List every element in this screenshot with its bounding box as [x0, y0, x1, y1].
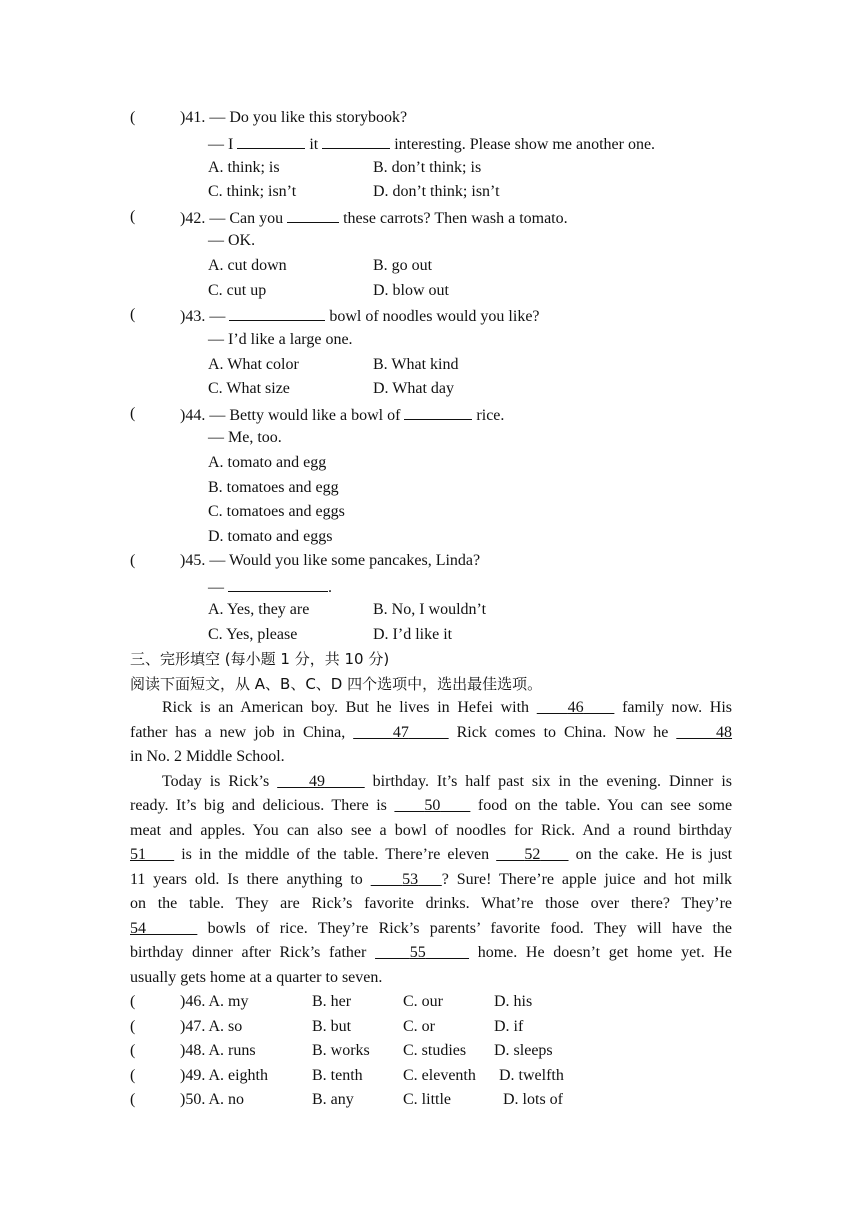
option-d: D. don’t think; isn’t: [373, 183, 500, 200]
option-a: A. eighth: [208, 1067, 268, 1084]
passage-line: meat and apples. You can also see a bowl of noodles for Rick. And a round birthday: [130, 822, 732, 839]
option-d: D. tomato and eggs: [208, 528, 333, 545]
option-c: C. think; isn’t: [208, 183, 297, 200]
answer-blank: [237, 133, 305, 149]
option-a: A. tomato and egg: [208, 454, 327, 471]
answer-paren: (: [130, 1042, 136, 1059]
option-b: B. her: [312, 993, 352, 1010]
cloze-blank-51: 51: [130, 846, 146, 863]
option-b: B. any: [312, 1091, 354, 1108]
option-d: D. lots of: [503, 1091, 563, 1108]
answer-paren: (: [130, 405, 136, 422]
option-a: A. What color: [208, 356, 299, 373]
section-heading: 三、完形填空 (每小题 1 分，共 10 分): [130, 650, 390, 668]
cloze-blank-53: 53: [402, 871, 419, 888]
cloze-blank-48: 48: [716, 724, 733, 741]
question-stem: )44. — Betty would like a bowl of rice.: [180, 404, 504, 426]
cloze-blank-50: 50: [424, 797, 441, 814]
option-b: B. tomatoes and egg: [208, 479, 339, 496]
option-d: D. sleeps: [494, 1042, 553, 1059]
option-c: C. tomatoes and eggs: [208, 503, 345, 520]
answer-paren: (: [130, 1091, 136, 1108]
answer-blank: [228, 576, 328, 592]
option-d: D. his: [494, 993, 533, 1010]
passage-line: 54 bowls of rice. They’re Rick’s parents’ favorite food. They will have the: [130, 920, 733, 937]
option-b: B. don’t think; is: [373, 159, 482, 176]
cloze-blank-49: 49: [308, 773, 325, 790]
passage-line: in No. 2 Middle School.: [130, 748, 285, 765]
passage-line: usually gets home at a quarter to seven.: [130, 969, 383, 986]
cloze-blank-46: 46: [567, 699, 584, 716]
option-b: B. tenth: [312, 1067, 363, 1084]
answer-paren: (: [130, 208, 136, 225]
section-instruction: 阅读下面短文，从 A、B、C、D 四个选项中，选出最佳选项。: [130, 675, 543, 693]
option-d: D. if: [494, 1018, 524, 1035]
question-stem: )43. — bowl of noodles would you like?: [180, 305, 540, 327]
passage-line: on the table. They are Rick’s favorite drinks. What’re those over there? They’re: [130, 895, 732, 912]
option-c: C. eleventh: [403, 1067, 476, 1084]
answer-paren: (: [130, 109, 136, 126]
answer-blank: [404, 404, 472, 420]
option-a: A. my: [208, 993, 249, 1010]
cloze-blank-47: 47: [392, 724, 409, 741]
question-stem: )42. — Can you these carrots? Then wash a tomato.: [180, 207, 568, 229]
answer-blank: [287, 207, 339, 223]
answer-blank: [229, 305, 325, 321]
answer-paren: (: [130, 1018, 136, 1035]
passage-line: birthday dinner after Rick’s father 55 home. He doesn’t get home yet. He: [130, 944, 733, 961]
cloze-blank-54: 54: [130, 920, 146, 937]
cloze-blank-52: 52: [524, 846, 541, 863]
option-a: A. no: [208, 1091, 245, 1108]
option-c: C. Yes, please: [208, 626, 298, 643]
option-c: C. little: [403, 1091, 451, 1108]
option-a: A. think; is: [208, 159, 280, 176]
option-d: D. blow out: [373, 282, 449, 299]
option-a: A. cut down: [208, 257, 287, 274]
answer-blank: [322, 133, 390, 149]
option-d: D. What day: [373, 380, 455, 397]
passage-line: ready. It’s big and delicious. There is 50 food on the table. You can see some: [130, 797, 733, 814]
passage-line: Rick is an American boy. But he lives in Hefei with 46 family now. His: [162, 699, 732, 716]
answer-paren: (: [130, 1067, 136, 1084]
option-c: C. What size: [208, 380, 290, 397]
passage-line: Today is Rick’s 49 birthday. It’s half past six in the evening. Dinner is: [162, 773, 733, 790]
question-stem: )45. — Would you like some pancakes, Linda?: [180, 552, 481, 569]
option-b: B. but: [312, 1018, 352, 1035]
option-a: A. Yes, they are: [208, 601, 310, 618]
option-c: C. studies: [403, 1042, 467, 1059]
option-b: B. No, I wouldn’t: [373, 601, 487, 618]
exam-page: ( )41. — Do you like this storybook? — I it interesting. Please show me another one. A. think; is B. don’t think; is C. think; isn’t D. don’t think; isn’t ( )42. — Can you these carrots? Then wash a tomato. — OK. A. cut down B. go out C. cut up D. blow out ( )43. — bowl of noodles would you like? — I’d like a large one. A. What color B. What kind C. What size D. What day ( )44. — Betty would like a bowl of rice. — Me, too. A. tomato and egg B. tomatoes and egg C. tomatoes and eggs D. tomato and eggs ( )45. — Would you like some pancakes, Linda? — . A. Yes, they are B. No, I wouldn’t C. Yes, please D. I’d like it 三、完形填空 (每小题 1 分，共 10 分) 阅读下面短文，从 A、B、C、D 四个选项中，选出最佳选项。 Rick is an American boy. But he lives in Hefei with 46 family now. His father has a new job in China, 47 Rick comes to China. Now he 48 in No. 2 Middle School. Today is Rick’s 49 birthday. It’s half past six in the evening. Dinner is ready. It’s big and delicious. There is 50 food on the table. You can see some meat and apples. You can also see a bowl of noodles for Rick. And a round birthday 51 is in the middle of the table. There’re eleven 52 on the cake. He is just 11 years old. Is there anything to 53 ? Sure! There’re apple juice and hot milk on the table. They are Rick’s favorite drinks. What’re those over there? They’re 54 bowls of rice. They’re Rick’s parents’ favorite food. They will have the birthday dinner after Rick’s father 55 home. He doesn’t get home yet. He usually gets home at a quarter to seven. ( )46. A. my B. her C. our D. his ( )47. A. so B. but C. or D. if ( )48. A. runs B. works C. studies D. sleeps ( )49. A. eighth B. tenth C. eleventh D. twelfth ( )50. A. no B. any C. little D. lots of: [130, 109, 733, 1108]
option-b: B. works: [312, 1042, 370, 1059]
option-a: A. runs: [208, 1042, 256, 1059]
passage-line: 11 years old. Is there anything to 53 ? Sure! There’re apple juice and hot milk: [130, 871, 733, 888]
passage-line: father has a new job in China, 47 Rick comes to China. Now he 48: [130, 724, 733, 741]
option-c: C. our: [403, 993, 443, 1010]
option-d: D. twelfth: [499, 1067, 564, 1084]
option-a: A. so: [208, 1018, 243, 1035]
answer-paren: (: [130, 306, 136, 323]
cloze-blank-55: 55: [409, 944, 426, 961]
question-stem: )41. — Do you like this storybook?: [180, 109, 408, 126]
passage-line: 51 is in the middle of the table. There’re eleven 52 on the cake. He is just: [130, 846, 733, 863]
option-c: C. cut up: [208, 282, 267, 299]
option-b: B. go out: [373, 257, 433, 274]
option-c: C. or: [403, 1018, 435, 1035]
answer-paren: (: [130, 993, 136, 1010]
answer-paren: (: [130, 552, 136, 569]
option-d: D. I’d like it: [373, 626, 453, 643]
option-b: B. What kind: [373, 356, 459, 373]
